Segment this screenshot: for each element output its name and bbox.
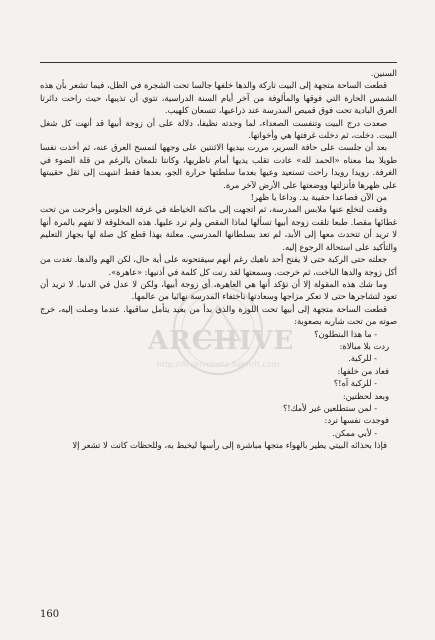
paragraph: السنين.: [370, 68, 397, 78]
dialogue-line: - لمن ستطلعين غير لأمك!؟: [282, 402, 377, 413]
watermark-url: http://Archivebeta.Sakhrit.com: [156, 360, 280, 369]
paragraph: قطعت الساحة متجهة إلى البيت تاركة والدها خلفها جالسا تحت الشجرة في الظل، فيما تشعر بأن هذه الشمس الحارة التي فوقها والمألوفة من آخر أيام السنة الدراسية، تتوي أن تذيبها، حيث راحت دائرتا العرق البادية تحت فوق قميص المدرسة عند ذراعيها، تتسعان كلهيب.: [40, 80, 397, 116]
dialogue-line: وبعد لحظتين:: [342, 390, 389, 401]
dialogue-line: - ما هذا البنطلون؟: [314, 328, 377, 339]
paragraph: وقفت لتخلع عنها ملابس المدرسة، ثم اتجهت إلى ماكنة الخياطة في غرفة الجلوس وأخرجت من تحت غطائها مقصا. طبعا تلقت زوجة أبيها تسألها لماذا المقص ولم ترد عليها. هذه المخلوقة لا تفهم بالمرة أنها لا تريد أن تتحدث معها إلى الأبد، لم تعد بسلطانها المدرسي. معلنة بهذا قطع كل صلة لها بجهاز التعليم والتأكيد على استحالة الرجوع إليه.: [40, 204, 397, 252]
page-number: 160: [40, 609, 60, 620]
paragraph: وما شك هذه المقولة إلا أن تؤكد أنها هي العاهرة، أي زوجة أبيها، ولكن لا عدل في الدنيا. لا تريد أن تعود لتشاجرها حتى لا تعكر مزاجها وسعادتها باختفاء المدرسة نهائيا من عالمها.: [40, 278, 397, 302]
paragraph: بعد أن جلست على حافة السرير، مررت بيديها الاثنتين على وجهها لتمسح العرق عنه، ثم أخذت نفسا طويلا بما معناه «الحمد لله» عادت تقلب يديها أمام ناظريها، وكانتا تلمعان بالرغم من قلة الضوء في الغرفة. رويدا رويدا راحت تستعيد وعيها بعدما سلطتها حرارة الجو، بعدها فقط انتبهت إلى ثقل حقيبتها على ظهرها فأنزلتها ووضعتها على الأرض لآخر مرة.: [40, 142, 397, 190]
paragraph: من الآن فصاعدا حقيبة يد. وداعا يا ظهر!: [250, 192, 387, 203]
dialogue-line: ردت بلا مبالاة:: [339, 340, 389, 351]
dialogue-line: - للركبة آه!؟: [333, 378, 377, 389]
body-text: [40, 67, 397, 452]
dialogue-line: - للركبة.: [348, 353, 377, 364]
paragraph: قطعت الساحة متجهة إلى أبيها تحت اللوزة والذي بدأ من بعيد يتأمل ساقيها. عندما وصلت إليه، خرج صوته من تحت شاربه بصعوبة:: [40, 303, 397, 327]
paragraph: جعلته حتى الركبة حتى لا يفتح أحد ناهيك رغم أنهم سيقتحونه على أية حال، لكن الهم والدها. تغدت من أكل زوجة والدها الباخت، ثم خرجت. وسمعتها لقد رنت كل كلمة في أذنيها: «عاهرة».: [40, 254, 397, 277]
header-rule: [40, 62, 397, 63]
dialogue-line: - لأبي ممكن.: [332, 427, 377, 438]
dialogue-line: فوجدت نفسها ترد:: [324, 415, 389, 426]
dialogue-line: فعاد من خلفها:: [337, 365, 389, 376]
paragraph: فإذا بحذائه البيتي يطير بالهواء متجها مباشرة إلى رأسها ليخبط به، وللحظات كانت لا تشعر إلا: [72, 440, 387, 451]
paragraph: صعدت درج البيت وتنفست الصعداء، لما وجدته نظيفا، دلالة على أن زوجة أبيها قد أنهت كل شغل البيت. دخلت، ثم دخلت غرفتها هي وأخواتها.: [40, 117, 397, 141]
watermark-title: ARCHIVE: [148, 326, 295, 356]
